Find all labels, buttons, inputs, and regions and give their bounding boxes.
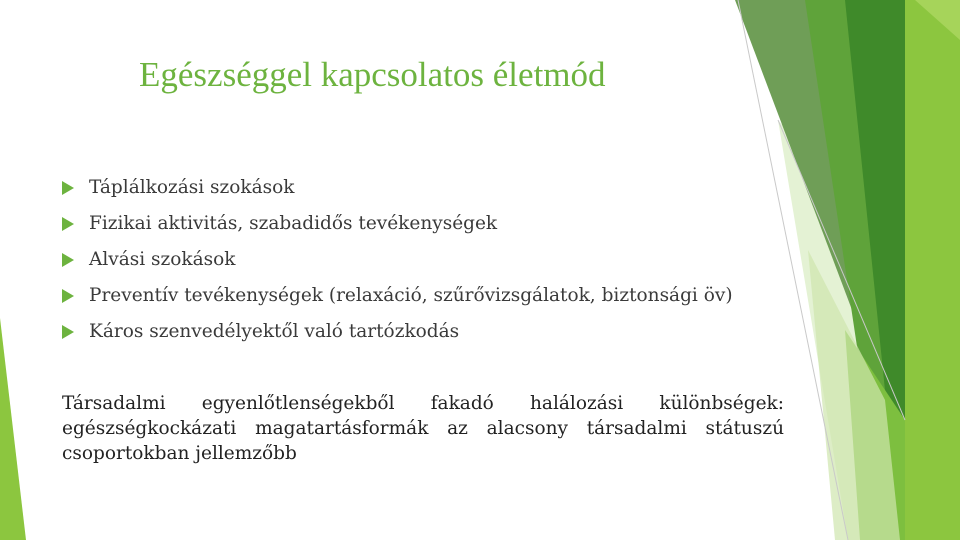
bullet-text: Alvási szokások (89, 249, 236, 270)
bullet-item (62, 170, 733, 206)
bullet-item (62, 314, 733, 350)
bright-band-shape (905, 0, 960, 540)
bullet-item (62, 278, 733, 314)
bullet-item (62, 206, 733, 242)
arrow-bullet-icon (62, 253, 74, 267)
bullet-text: Fizikai aktivitás, szabadidős tevékenységek (89, 213, 498, 234)
bullet-item (62, 242, 733, 278)
arrow-bullet-icon (62, 181, 74, 195)
slide-title: Egészséggel kapcsolatos életmód (139, 55, 606, 94)
arrow-bullet-icon (62, 217, 74, 231)
arrow-bullet-icon (62, 289, 74, 303)
body-paragraph: Társadalmi egyenlőtlenségekből fakadó halálozási különbségek: egészségkockázati magatartásformák az alacsony társadalmi státuszú csoportokban jellemzőbb (62, 393, 784, 464)
bullet-text: Káros szenvedélyektől való tartózkodás (89, 321, 460, 342)
left-sliver-shape (0, 318, 26, 540)
arrow-bullet-icon (62, 325, 74, 339)
bullet-text: Táplálkozási szokások (89, 177, 295, 198)
bullet-text: Preventív tevékenységek (relaxáció, szűrővizsgálatok, biztonsági öv) (89, 285, 733, 306)
bullet-list (62, 170, 733, 350)
